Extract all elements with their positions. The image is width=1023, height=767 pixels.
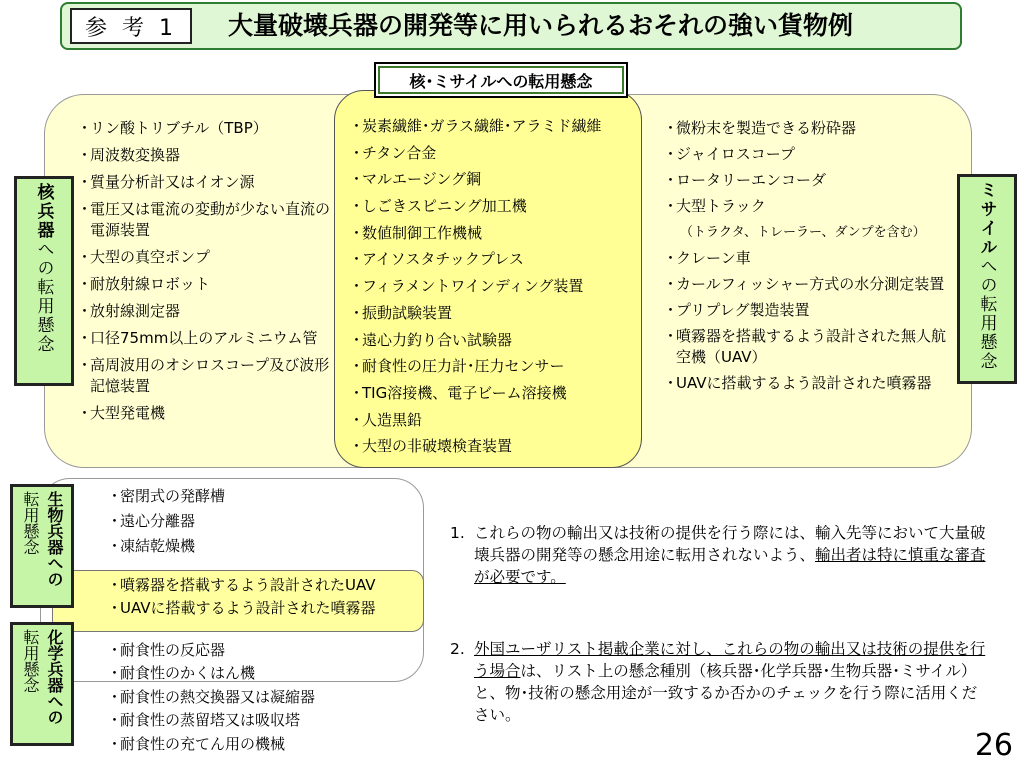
reference-label: 参 考 1 — [70, 8, 192, 44]
list-item: ・ リン酸トリブチル（TBP） — [80, 118, 332, 139]
note-2-number: 2. — [450, 640, 465, 658]
list-item: ・ しごきスピニング加工機 — [352, 196, 642, 217]
list-item: ・ 耐食性の反応器 — [110, 640, 410, 661]
list-item: ・ 大型トラック — [666, 196, 956, 217]
list-item: ・ 大型の非破壊検査装置 — [352, 436, 642, 457]
note-2-underlined: 外国ユーザリスト掲載企業に対し、これらの物の輸出又は技術の提供を行う場合 — [474, 640, 986, 680]
list-item-note: （トラクタ、トレーラー、ダンプを含む） — [680, 225, 926, 240]
list-item: ・ ジャイロスコープ — [666, 144, 956, 165]
list-item: ・ カールフィッシャー方式の水分測定装置 — [666, 274, 956, 295]
bio-weapons-label — [10, 484, 74, 608]
shared-heading: 核･ミサイルへの転用懸念 — [374, 62, 628, 98]
list-item: ・ 耐食性のかくはん機 — [110, 663, 410, 684]
list-item: ・ 人造黒鉛 — [352, 410, 642, 431]
bio-label-left: 転用懸念 — [21, 491, 40, 555]
list-item: ・ 電圧又は電流の変動が少ない直流の電源装置 — [80, 199, 332, 241]
missile-label-bold: ミサイル — [976, 181, 997, 257]
bio-label-right: 生物兵器への — [45, 491, 64, 587]
list-item: ・ 質量分析計又はイオン源 — [80, 172, 332, 193]
list-item: ・ 凍結乾燥機 — [110, 536, 410, 557]
page-number: 26 — [974, 728, 1013, 763]
list-item: ・ プリプレグ製造装置 — [666, 300, 956, 321]
list-item: ・ 噴霧器を搭載するよう設計されたUAV — [110, 575, 420, 596]
note-1-text: これらの物の輸出又は技術の提供を行う際には、輸入先等において大量破壊兵器の開発等の懸念用途に転用されないよう、 — [474, 524, 986, 564]
list-item: ・ 耐放射線ロボット — [80, 274, 332, 295]
nuclear-label-bold: 核兵器 — [33, 183, 54, 240]
list-item: ・ 高周波用のオシロスコープ及び波形記憶装置 — [80, 355, 332, 397]
list-item: ・ 大型の真空ポンプ — [80, 247, 332, 268]
list-item: ・ クレーン車 — [666, 248, 956, 269]
chem-weapons-label — [10, 622, 74, 746]
missile-label-rest: への転用懸念 — [976, 257, 997, 371]
list-item: ・ 耐食性の蒸留塔又は吸収塔 — [110, 710, 410, 731]
page-title: 大量破壊兵器の開発等に用いられるおそれの強い貨物例 — [228, 11, 854, 40]
list-item: ・ 微粉末を製造できる粉砕器 — [666, 118, 956, 139]
list-item: ・ UAVに搭載するよう設計された噴霧器 — [666, 373, 956, 394]
nuclear-weapons-label — [14, 176, 74, 386]
list-item: ・ 遠心分離器 — [110, 511, 410, 532]
note-2 — [450, 638, 990, 726]
list-item: ・ ロータリーエンコーダ — [666, 170, 956, 191]
list-item: ・ マルエージング鋼 — [352, 169, 642, 190]
list-item: ・ アイソスタチックプレス — [352, 249, 642, 270]
list-item: ・ 密閉式の発酵槽 — [110, 486, 410, 507]
list-item: ・ 耐食性の充てん用の機械 — [110, 734, 410, 755]
list-item: ・ 大型発電機 — [80, 403, 332, 424]
bio-items-list — [110, 486, 410, 561]
missile-label — [957, 174, 1017, 384]
list-item: ・ 放射線測定器 — [80, 301, 332, 322]
list-item: ・ 噴霧器を搭載するよう設計された無人航空機（UAV） — [666, 326, 956, 368]
note-1 — [450, 522, 990, 588]
list-item: ・ 遠心力釣り合い試験器 — [352, 330, 642, 351]
chem-items-list — [110, 640, 410, 757]
nuclear-items-list — [80, 118, 332, 430]
list-item: ・ 数値制御工作機械 — [352, 223, 642, 244]
list-item: ・ TIG溶接機、電子ビーム溶接機 — [352, 383, 642, 404]
shared-items-list — [352, 116, 642, 463]
note-1-number: 1. — [450, 524, 465, 542]
note-2-text: は、リスト上の懸念種別（核兵器･化学兵器･生物兵器･ミサイル）と、物･技術の懸念用途が一致するか否かのチェックを行う際に活用ください。 — [474, 662, 978, 724]
note-1-underlined: 輸出者は特に慎重な審査が必要です。 — [474, 546, 986, 586]
list-item: ・ 炭素繊維･ガラス繊維･アラミド繊維 — [352, 116, 642, 137]
bio-chem-shared-list — [110, 575, 420, 621]
list-item: ・ チタン合金 — [352, 143, 642, 164]
list-item: ・ 耐食性の圧力計･圧力センサー — [352, 356, 642, 377]
list-item: ・ フィラメントワインディング装置 — [352, 276, 642, 297]
list-item: ・ UAVに搭載するよう設計された噴霧器 — [110, 598, 420, 619]
missile-items-list — [666, 118, 956, 399]
list-item: ・ 口径75mm以上のアルミニウム管 — [80, 328, 332, 349]
nuclear-label-rest: への転用懸念 — [33, 240, 54, 354]
chem-label-left: 転用懸念 — [21, 629, 40, 693]
list-item: ・ 耐食性の熱交換器又は凝縮器 — [110, 687, 410, 708]
list-item: ・ 振動試験装置 — [352, 303, 642, 324]
chem-label-right: 化学兵器への — [45, 629, 64, 725]
list-item: ・ 周波数変換器 — [80, 145, 332, 166]
